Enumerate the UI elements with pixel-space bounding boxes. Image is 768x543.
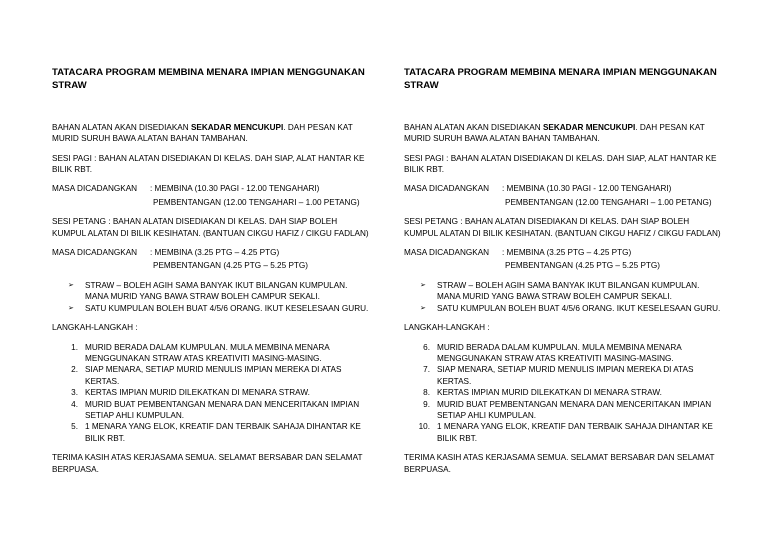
step-text: MURID BUAT PEMBENTANGAN MENARA DAN MENCERITAKAN IMPIAN SETIAP AHLI KUMPULAN. [437,399,712,420]
list-item [52,421,372,444]
masa-value: : MEMBINA (10.30 PAGI - 12.00 TENGAHARI) [150,184,320,194]
masa-continuation: PEMBENTANGAN (4.25 PTG – 5.25 PTG) [505,261,660,271]
step-text: MURID BERADA DALAM KUMPULAN. MULA MEMBINA MENARA MENGGUNAKAN STRAW ATAS KREATIVITI MASING-MASING. [437,342,682,363]
arrow-bullet-icon: ➢ [420,281,426,289]
masa-label: MASA DICADANGKAN [404,184,490,194]
bullet-text: STRAW – BOLEH AGIH SAMA BANYAK IKUT BILANGAN KUMPULAN. MANA MURID YANG BAWA STRAW BOLEH CAMPUR SEKALI. [437,280,700,302]
intro-paragraph [404,122,724,145]
sesi-pagi-paragraph: SESI PAGI : BAHAN ALATAN DISEDIAKAN DI KELAS. DAH SIAP, ALAT HANTAR KE BILIK RBT. [404,153,717,175]
list-item [404,303,724,314]
list-item [52,342,372,365]
masa-label: MASA DICADANGKAN [404,248,490,258]
closing-paragraph: TERIMA KASIH ATAS KERJASAMA SEMUA. SELAMAT BERSABAR DAN SELAMAT BERPUASA. [404,453,715,474]
masa-label: MASA DICADANGKAN [52,184,138,194]
steps-list [52,342,372,445]
bullet-text: STRAW – BOLEH AGIH SAMA BANYAK IKUT BILANGAN KUMPULAN. MANA MURID YANG BAWA STRAW BOLEH CAMPUR SEKALI. [85,280,348,302]
document-column-right [404,66,724,483]
step-text: KERTAS IMPIAN MURID DILEKATKAN DI MENARA STRAW. [437,388,662,398]
step-text: MURID BUAT PEMBENTANGAN MENARA DAN MENCERITAKAN IMPIAN SETIAP AHLI KUMPULAN. [85,399,360,420]
masa-value: : MEMBINA (3.25 PTG – 4.25 PTG) [150,248,280,258]
sesi-pagi-paragraph: SESI PAGI : BAHAN ALATAN DISEDIAKAN DI KELAS. DAH SIAP, ALAT HANTAR KE BILIK RBT. [52,153,365,175]
document-title: TATACARA PROGRAM MEMBINA MENARA IMPIAN MENGGUNAKAN STRAW [404,67,717,92]
step-number: 7. [423,365,430,375]
list-item [404,342,724,365]
step-number: 9. [423,399,430,409]
masa-value: : MEMBINA (3.25 PTG – 4.25 PTG) [502,248,632,258]
list-item [52,303,372,314]
intro-text-b: . DAH PESAN KAT MURID SURUH BAWA ALATAN BAHAN TAMBAHAN. [404,122,705,144]
masa-continuation: PEMBENTANGAN (12.00 TENGAHARI – 1.00 PETANG) [153,197,360,207]
bullet-text: SATU KUMPULAN BOLEH BUAT 4/5/6 ORANG. IKUT KESELESAAN GURU. [437,303,721,313]
bullet-list [52,280,372,314]
intro-text-a: BAHAN ALATAN AKAN DISEDIAKAN [404,122,543,132]
steps-list [404,342,724,445]
steps-heading: LANGKAH-LANGKAH : [404,323,490,333]
masa-continuation: PEMBENTANGAN (4.25 PTG – 5.25 PTG) [153,261,308,271]
document-title: TATACARA PROGRAM MEMBINA MENARA IMPIAN MENGGUNAKAN STRAW [52,67,365,92]
masa-value: : MEMBINA (10.30 PAGI - 12.00 TENGAHARI) [502,184,672,194]
step-text: KERTAS IMPIAN MURID DILEKATKAN DI MENARA STRAW. [85,388,310,398]
list-item [52,399,372,422]
masa-row-petang [52,247,372,258]
masa-label: MASA DICADANGKAN [52,248,138,258]
list-item [404,421,724,444]
intro-text-bold: SEKADAR MENCUKUPI [542,122,636,132]
list-item [404,280,724,303]
step-number: 1. [71,342,78,352]
step-number: 3. [71,388,78,398]
masa-continuation: PEMBENTANGAN (12.00 TENGAHARI – 1.00 PETANG) [505,197,712,207]
step-number: 5. [71,422,78,432]
step-number: 6. [423,342,430,352]
step-text: 1 MENARA YANG ELOK, KREATIF DAN TERBAIK SAHAJA DIHANTAR KE BILIK RBT. [85,422,361,443]
masa-row-pagi [404,183,724,194]
intro-text-bold: SEKADAR MENCUKUPI [190,122,284,132]
arrow-bullet-icon: ➢ [68,281,74,289]
bullet-text: SATU KUMPULAN BOLEH BUAT 4/5/6 ORANG. IKUT KESELESAAN GURU. [85,303,369,313]
list-item [404,364,724,387]
step-number: 2. [71,365,78,375]
list-item [52,280,372,303]
arrow-bullet-icon: ➢ [68,304,74,312]
list-item [404,387,724,398]
step-number: 10. [418,422,430,432]
step-number: 4. [71,399,78,409]
step-text: SIAP MENARA, SETIAP MURID MENULIS IMPIAN MEREKA DI ATAS KERTAS. [85,365,342,386]
arrow-bullet-icon: ➢ [420,304,426,312]
masa-row-pagi [52,183,372,194]
document-column-left [52,66,372,483]
bullet-list [404,280,724,314]
intro-paragraph [52,122,372,145]
intro-text-a: BAHAN ALATAN AKAN DISEDIAKAN [52,122,191,132]
step-number: 8. [423,388,430,398]
step-text: SIAP MENARA, SETIAP MURID MENULIS IMPIAN MEREKA DI ATAS KERTAS. [437,365,694,386]
sesi-petang-paragraph: SESI PETANG : BAHAN ALATAN DISEDIAKAN DI KELAS. DAH SIAP BOLEH KUMPUL ALATAN DI BILIK KESIHATAN. (BANTUAN CIKGU HAFIZ / CIKGU FADLAN) [52,217,369,238]
closing-paragraph: TERIMA KASIH ATAS KERJASAMA SEMUA. SELAMAT BERSABAR DAN SELAMAT BERPUASA. [52,453,363,474]
masa-row-petang [404,247,724,258]
step-text: 1 MENARA YANG ELOK, KREATIF DAN TERBAIK SAHAJA DIHANTAR KE BILIK RBT. [437,422,713,443]
list-item [404,399,724,422]
intro-text-b: . DAH PESAN KAT MURID SURUH BAWA ALATAN BAHAN TAMBAHAN. [52,122,353,144]
sesi-petang-paragraph: SESI PETANG : BAHAN ALATAN DISEDIAKAN DI KELAS. DAH SIAP BOLEH KUMPUL ALATAN DI BILIK KESIHATAN. (BANTUAN CIKGU HAFIZ / CIKGU FADLAN) [404,217,721,238]
steps-heading: LANGKAH-LANGKAH : [52,323,138,333]
step-text: MURID BERADA DALAM KUMPULAN. MULA MEMBINA MENARA MENGGUNAKAN STRAW ATAS KREATIVITI MASING-MASING. [85,342,330,363]
list-item [52,387,372,398]
list-item [52,364,372,387]
